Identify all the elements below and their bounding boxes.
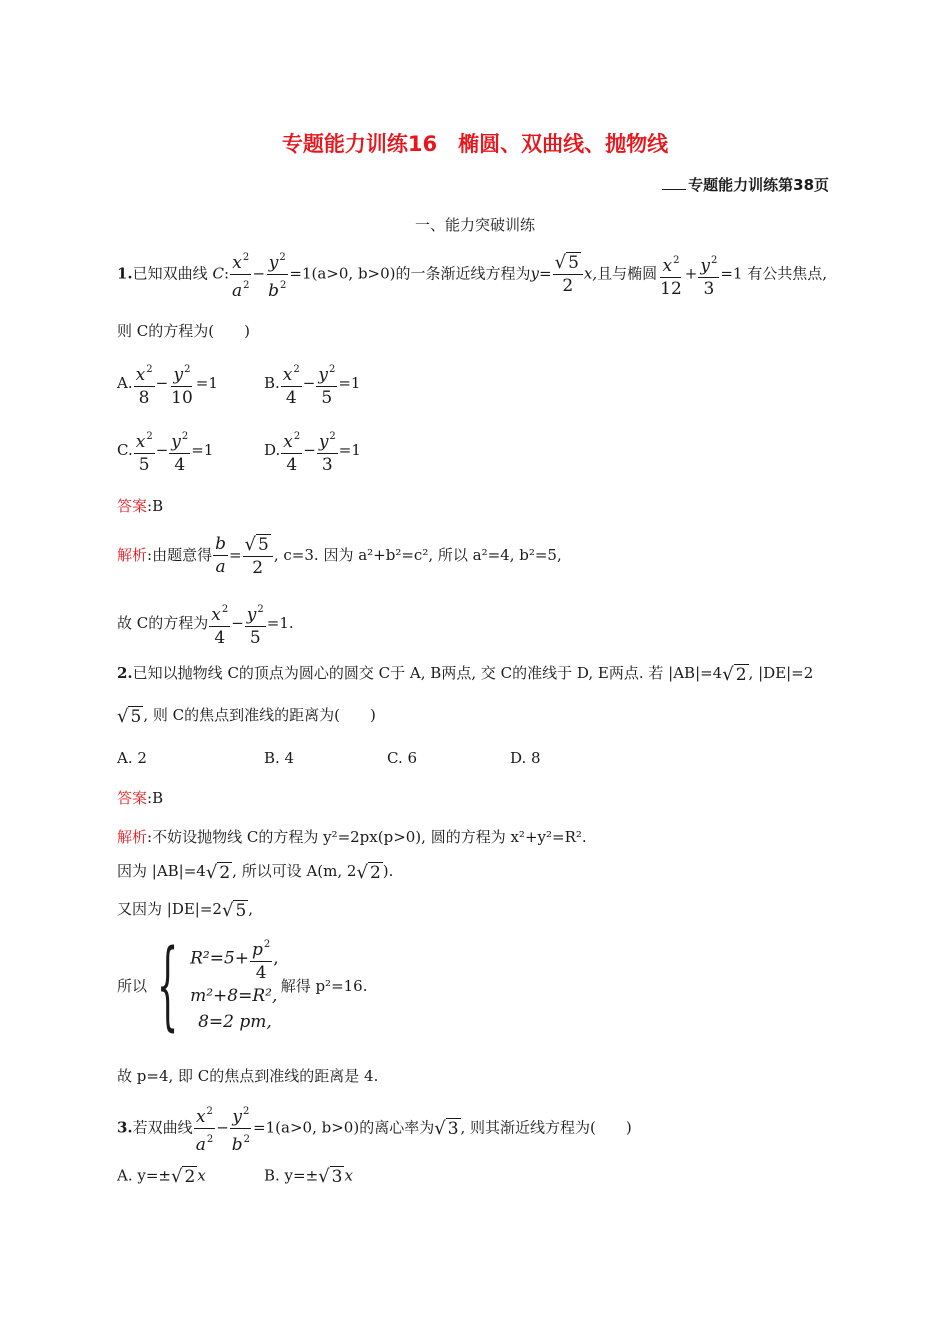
q1-frac-x2-12: $\frac{x^2}{12}$	[658, 251, 684, 299]
q1-text2: 的一条渐近线方程为	[395, 264, 531, 283]
q3-stem: 3.若双曲线 $\frac{x^2}{a^2}$ − $\frac{y^2}{b^2}$ =1(a>0, b>0)的离心率为√ 3 , 则其渐近线方程为( )	[117, 1102, 632, 1155]
q1-frac-sqrt5-2: $\frac{√ 5}{2}$	[553, 253, 583, 297]
q2-answer: 答案:B	[117, 789, 164, 807]
q2-analysis-3: 又因为 |DE|=2√ 5 ,	[117, 899, 254, 921]
q2-option-c: C. 6	[387, 749, 418, 767]
page-title: 专题能力训练16 椭圆、双曲线、抛物线	[281, 132, 669, 156]
q2-option-d: D. 8	[510, 749, 541, 767]
q3-option-b: B. y=±√ 3 x	[264, 1166, 353, 1187]
q1-eq: =1	[289, 264, 312, 283]
reference-note	[662, 174, 829, 195]
q1-line2: 则 C的方程为( )	[117, 322, 250, 340]
q1-condition: (a>0, b>0)	[311, 264, 396, 283]
q1-asym-y: y=	[530, 264, 552, 283]
q2-stem-line2: √ 5 , 则 C的焦点到准线的距离为( )	[117, 705, 376, 727]
reference-text: 专题能力训练第38页	[688, 176, 829, 194]
q1-frac-y2b2: $\frac{y^2}{b^2}$	[266, 248, 288, 301]
q2-option-a: A. 2	[117, 749, 147, 767]
q1-option-c: C. $\frac{x^2}{5}$ − $\frac{y^2}{4}$ =1	[117, 427, 213, 475]
q2-conclusion: 故 p=4, 即 C的焦点到准线的距离是 4.	[117, 1067, 379, 1085]
q1-option-d: D. $\frac{x^2}{4}$ − $\frac{y^2}{3}$ =1	[264, 427, 361, 475]
q2-analysis-1: 解析:不妨设抛物线 C的方程为 y²=2px(p>0), 圆的方程为 x²+y²=R².	[117, 828, 587, 846]
system-row-1: R²=5+ $\frac{p^2}{4}$ ,	[190, 935, 279, 983]
q2-option-b: B. 4	[264, 749, 295, 767]
q1-frac-y2-3: $\frac{y^2}{3}$	[698, 251, 719, 299]
q1-number: 1.	[117, 264, 133, 283]
q1-answer: 答案:B	[117, 497, 164, 515]
underline-mark	[662, 189, 686, 190]
q2-system: 所以 { R²=5+ $\frac{p^2}{4}$ , m²+8=R², 8=2 pm, 解得 p²=16.	[117, 929, 368, 1041]
system-row-2: m²+8=R²,	[190, 986, 278, 1006]
q1-asym-x: x,	[583, 264, 598, 283]
q1-curve-name: C	[212, 264, 224, 283]
section-heading: 一、能力突破训练	[414, 216, 535, 234]
q1-stem: 1.已知双曲线 C: $\frac{x^2}{a^2}$ − $\frac{y^2}{b^2}$ =1(a>0, b>0)的一条渐近线方程为y= $\frac{√ 5}{2}$ x,且与椭圆 $\frac{x^2}{12}$ + $\frac{y^2}{3}$ =1 有公共焦点,	[117, 248, 827, 301]
q1-frac-x2a2: $\frac{x^2}{a^2}$	[230, 248, 252, 301]
q1-analysis-1: 解析:由题意得 $\frac{b}{a}$ = $\frac{√ 5}{2}$ , c=3. 因为 a²+b²=c², 所以 a²=4, b²=5,	[117, 533, 562, 578]
q2-analysis-2: 因为 |AB|=4√ 2 , 所以可设 A(m, 2√ 2 ).	[117, 861, 394, 883]
q1-text4: =1 有公共焦点,	[720, 264, 827, 283]
q2-stem-line1: 2.已知以抛物线 C的顶点为圆心的圆交 C于 A, B两点, 交 C的准线于 D, E两点. 若 |AB|=4√ 2 , |DE|=2	[117, 663, 814, 685]
q3-option-a: A. y=±√ 2 x	[117, 1166, 206, 1187]
q1-text3: 且与椭圆	[597, 264, 658, 283]
q1-text: 已知双曲线	[132, 264, 208, 283]
q1-option-b: B. $\frac{x^2}{4}$ − $\frac{y^2}{5}$ =1	[264, 360, 360, 408]
system-row-3: 8=2 pm,	[198, 1012, 272, 1032]
q1-analysis-2: 故 C的方程为 $\frac{x^2}{4}$ − $\frac{y^2}{5}$ =1.	[117, 600, 294, 648]
q1-option-a: A. $\frac{x^2}{8}$ − $\frac{y^2}{10}$ =1	[117, 360, 218, 408]
